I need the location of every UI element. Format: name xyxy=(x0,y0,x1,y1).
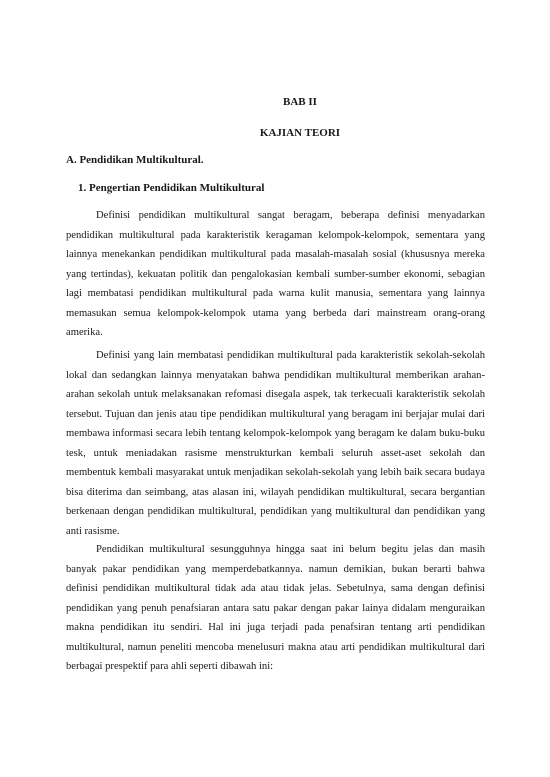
paragraph: Definisi pendidikan multikultural sangat beragam, beberapa definisi menyadarkan pendidikan multikultural pada karakteristik keragaman kelompok-kelompok, sementara yang lainnya menekankan pendidikan multikultural pada masalah-masalah sosial (khususnya mereka yang tertindas), kekuatan politik dan pengalokasian kembali sumber-sumber ekonomi, sebagian lagi membatasi pendidikan multikultural pada warna kulit manusia, sementara yang lainnya memasukan semua kelompok-kelompok utama yang berbeda dari mainstream orang-orang amerika. xyxy=(66,210,485,338)
subsection-heading: 1. Pengertian Pendidikan Multikultural xyxy=(78,182,265,194)
chapter-number: BAB II xyxy=(283,96,317,108)
paragraph: Definisi yang lain membatasi pendidikan multikultural pada karakteristik sekolah-sekolah lokal dan sedangkan lainnya menyatakan bahwa pendidikan multikultural memberikan arahan-arahan sekolah untuk melaksanakan refomasi disegala aspek, tak terkecuali karakteristik sekolah tersebut. Tujuan dan jenis atau tipe pendidikan multikultural yang beragam ini berjajar mulai dari membawa informasi secara lebih tentang kelompok-kelompok yang beragam ke dalam buku-buku tesk, untuk meniadakan rasisme menstrukturkan kembali seluruh asset-aset sekolah dan membentuk kembali masyarakat untuk menjadikan sekolah-sekolah yang lebih baik secara budaya bisa diterima dan seimbang, atas alasan ini, wilayah pendidikan multikultural, secara bergantian berkenaan dengan pendidikan multikultural, pendidikan yang multikultural dan pendidikan yang anti rasisme. xyxy=(66,350,485,537)
chapter-title: KAJIAN TEORI xyxy=(259,127,341,139)
section-heading: A. Pendidikan Multikultural. xyxy=(66,154,204,166)
paragraph: Pendidikan multikultural sesungguhnya hingga saat ini belum begitu jelas dan masih banyak pakar pendidikan yang memperdebatkannya. namun demikian, bukan berarti bahwa definisi pendidikan multikultural tidak ada atau tidak jelas. Sebetulnya, sama dengan definisi pendidikan yang penuh penafsiaran antara satu pakar dengan pakar lainya didalam menguraikan makna pendidikan itu sendiri. Hal ini juga terjadi pada penafsiran tentang arti pendidikan multikultural, namun peneliti mencoba menelusuri makna atau arti pendidikan multikultural dari berbagai prespektif para ahli seperti dibawah ini: xyxy=(66,544,485,672)
